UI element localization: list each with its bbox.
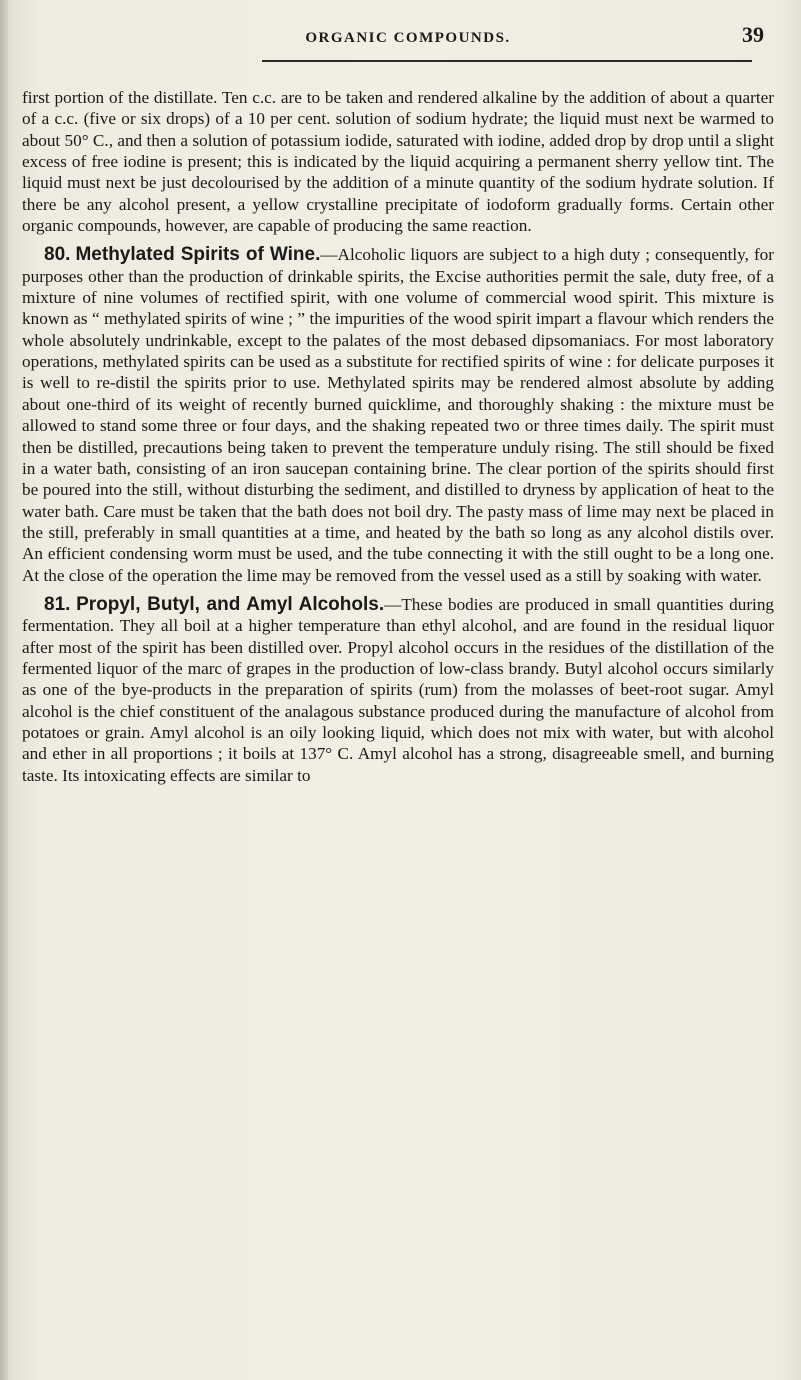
page-binding-shadow <box>0 0 8 1380</box>
header-rule <box>262 60 752 62</box>
page-number: 39 <box>742 22 764 47</box>
section-81-number: 81. <box>44 593 71 615</box>
section-81-paragraph <box>22 594 774 786</box>
running-header-title: ORGANIC COMPOUNDS. <box>305 30 511 46</box>
section-80-heading: Methylated Spirits of Wine. <box>75 244 321 266</box>
paragraph-continuation: first portion of the distillate. Ten c.c. are to be taken and rendered alkaline by the addition of about a quarter of a c.c. (five or six drops) of a 10 per cent. solution of sodium hydrate; the liquid must next be warmed to about 50° C., and then a solution of potassium iodide, saturated with iodine, added drop by drop until a slight excess of free iodine is present; this is indicated by the liquid acquiring a permanent sherry yellow tint. The liquid must next be just decolourised by the addition of a minute quantity of the sodium hydrate solution. If there be any alcohol present, a yellow crystalline precipitate of iodoform gradually forms. Certain other organic compounds, however, are capable of producing the same reaction. <box>22 88 774 236</box>
section-80-number: 80. <box>44 244 71 266</box>
section-81-heading: Propyl, Butyl, and Amyl Alcohols. <box>76 593 385 615</box>
section-80-body: —Alcoholic liquors are subject to a high duty ; consequently, for purposes other than the production of drinkable spirits, the Excise authorities permit the sale, duty free, of a mixture of nine volumes of rectified spirit, with one volume of commercial wood spirit. This mixture is known as “ methylated spirits of wine ; ” the impurities of the wood spirit impart a flavour which renders the whole absolutely undrinkable, except to the palates of the most debased dipsomaniacs. For most laboratory operations, methylated spirits can be used as a substitute for rectified spirits of wine : for delicate purposes it is well to re-distil the spirits prior to use. Methylated spirits may be rendered almost absolute by adding about one-third of its weight of recently burned quicklime, and thoroughly shaking : the mixture must be allowed to stand some three or four days, and the shaking repeated two or three times daily. The spirit must then be distilled, precautions being taken to prevent the temperature unduly rising. The still should be fixed in a water bath, consisting of an iron saucepan containing brine. The clear portion of the spirits should first be poured into the still, without disturbing the sediment, and distilled to dryness by application of heat to the water bath. Care must be taken that the bath does not boil dry. The pasty mass of lime may next be placed in the still, preferably in small quantities at a time, and heated by the bath so long as any alcohol distils over. An efficient condensing worm must be used, and the tube connecting it with the still ought to be a long one. At the close of the operation the lime may be removed from the vessel used as a still by soaking with water. <box>22 245 774 585</box>
body-text <box>22 87 774 786</box>
section-81-body: —These bodies are produced in small quantities during fermentation. They all boil at a higher temperature than ethyl alcohol, and are found in the residual liquor after most of the spirit has been distilled over. Propyl alcohol occurs in the residues of the distillation of the fermented liquor of the marc of grapes in the production of low-class brandy. Butyl alcohol occurs similarly as one of the bye-products in the preparation of spirits (rum) from the molasses of beet-root sugar. Amyl alcohol is the chief constituent of the analagous substance produced during the manufacture of alcohol from potatoes or grain. Amyl alcohol is an oily looking liquid, which does not mix with water, but with alcohol and ether in all proportions ; it boils at 137° C. Amyl alcohol has a strong, disagreeable smell, and burning taste. Its intoxicating effects are similar to <box>22 594 775 785</box>
section-80-paragraph <box>22 244 774 586</box>
